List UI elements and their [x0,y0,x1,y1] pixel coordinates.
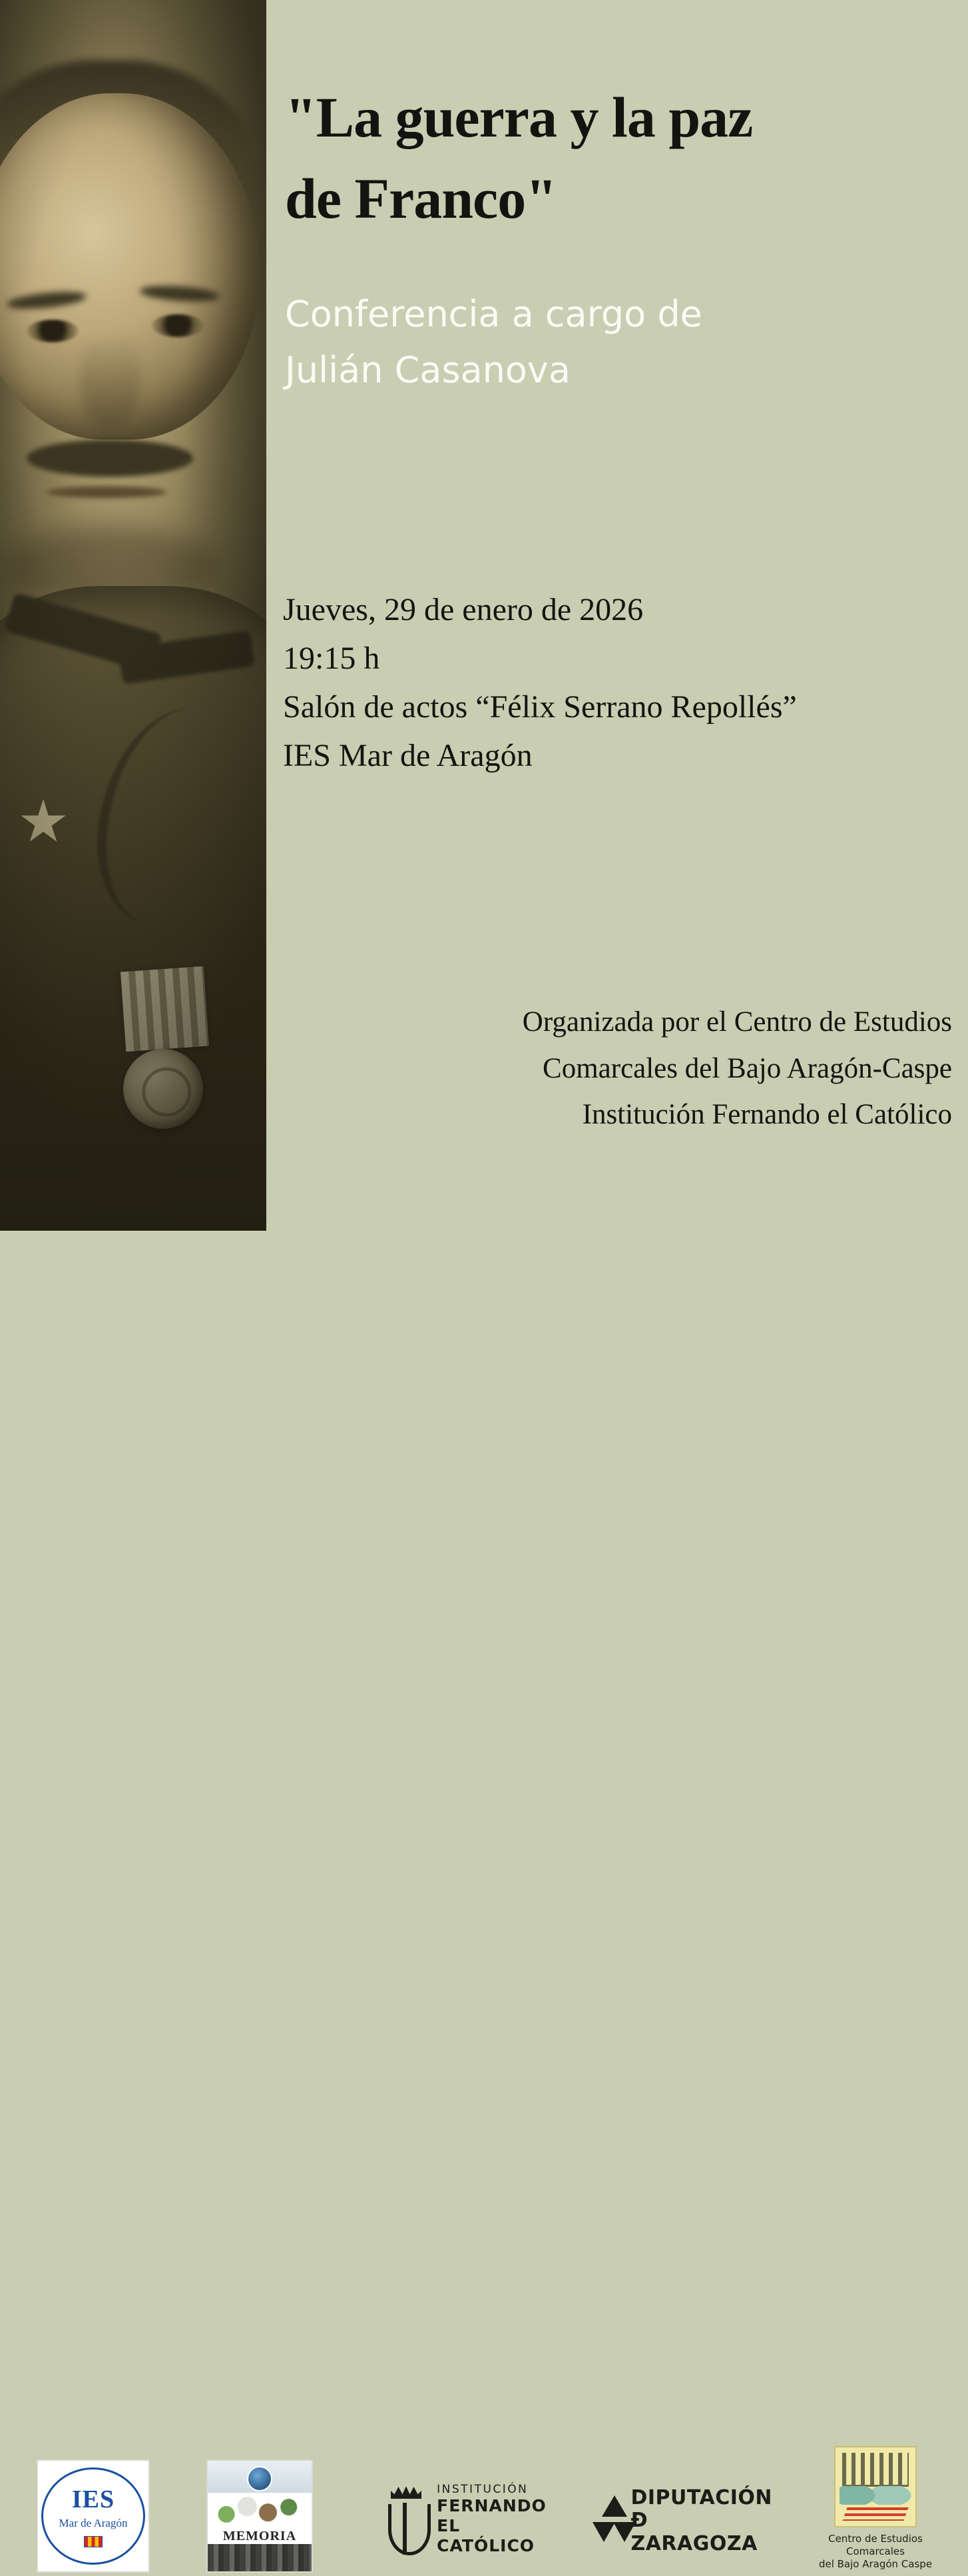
memoria-flowers-image [208,2493,312,2529]
medal-ribbon [121,966,209,1052]
portrait-nose [80,333,140,433]
aragon-flag-icon [84,2536,103,2547]
cecbac-red-bars-icon [842,2507,908,2521]
dpz-triangle-down-right [613,2522,636,2542]
portrait-moustache [27,440,193,477]
memoria-sky [208,2461,312,2493]
ies-oval-emblem [41,2467,145,2565]
cecbac-caption-line-2: del Bajo Aragón Caspe [818,2557,933,2570]
poster-subtitle-line-2: Julián Casanova [285,348,571,391]
dpz-line-1: DIPUTACIÓN [630,2486,772,2510]
arrows-icon [403,2503,407,2555]
poster-title-line-2: de Franco" [285,166,557,231]
logo-ies-mar-de-aragon [37,2459,150,2573]
logo-institucion-fernando-el-catolico [383,2476,559,2563]
memoria-badge-icon [247,2466,272,2491]
poster-content [266,0,968,1364]
portrait-eye-right [152,314,204,337]
ifc-line-1: INSTITUCIÓN [437,2482,529,2496]
franco-portrait-photo [0,0,266,1231]
poster-title [285,77,951,239]
dpz-wordmark [630,2487,772,2555]
sponsor-logo-strip [0,1231,968,2570]
yoke-icon [388,2504,431,2555]
event-date: Jueves, 29 de enero de 2026 [283,592,644,627]
organizer-line-1: Organizada por el Centro de Estudios [522,1006,952,1038]
logo-memoria [206,2459,313,2573]
cecbac-water-icon [840,2486,911,2505]
poster-subtitle [285,286,937,398]
ifc-line-3: EL CATÓLICO [437,2516,535,2556]
cecbac-caption [809,2533,942,2570]
event-time: 19:15 h [283,640,380,676]
yoke-and-arrows-icon [383,2483,427,2556]
cecbac-caption-line-1: Centro de Estudios Comarcales [828,2533,923,2557]
memoria-crowd-image [208,2544,312,2573]
organizer-line-2: Comarcales del Bajo Aragón-Caspe [543,1052,952,1084]
dpz-line-2: Ð ZARAGOZA [630,2509,758,2555]
ies-name: Mar de Aragón [59,2517,128,2529]
event-venue-hall: Salón de actos “Félix Serrano Repollés” [283,689,797,725]
dpz-triangle-up [602,2495,627,2517]
event-venue-center: IES Mar de Aragón [283,737,533,773]
ies-acronym: IES [71,2485,115,2513]
poster-subtitle-line-1: Conferencia a cargo de [285,293,702,335]
cecbac-ruins-icon [842,2453,909,2487]
cecbac-emblem-icon [834,2446,917,2527]
dpz-triangles-icon [593,2495,620,2547]
logo-centro-estudios-comarcales [809,2446,942,2576]
logo-diputacion-de-zaragoza [593,2486,772,2556]
organizer-line-3: Institución Fernando el Católico [582,1099,952,1131]
organizer-block [280,999,952,1138]
ifc-wordmark [437,2483,559,2556]
portrait-eye-left [27,320,79,342]
memoria-wordmark: MEMORIA [222,2529,297,2543]
crown-icon [391,2485,421,2499]
event-details [283,586,949,781]
portrait-mouth [47,486,166,498]
poster-title-line-1: "La guerra y la paz [285,85,753,149]
ifc-line-2: FERNANDO [437,2496,547,2516]
dpz-triangle-down-left [593,2522,615,2542]
